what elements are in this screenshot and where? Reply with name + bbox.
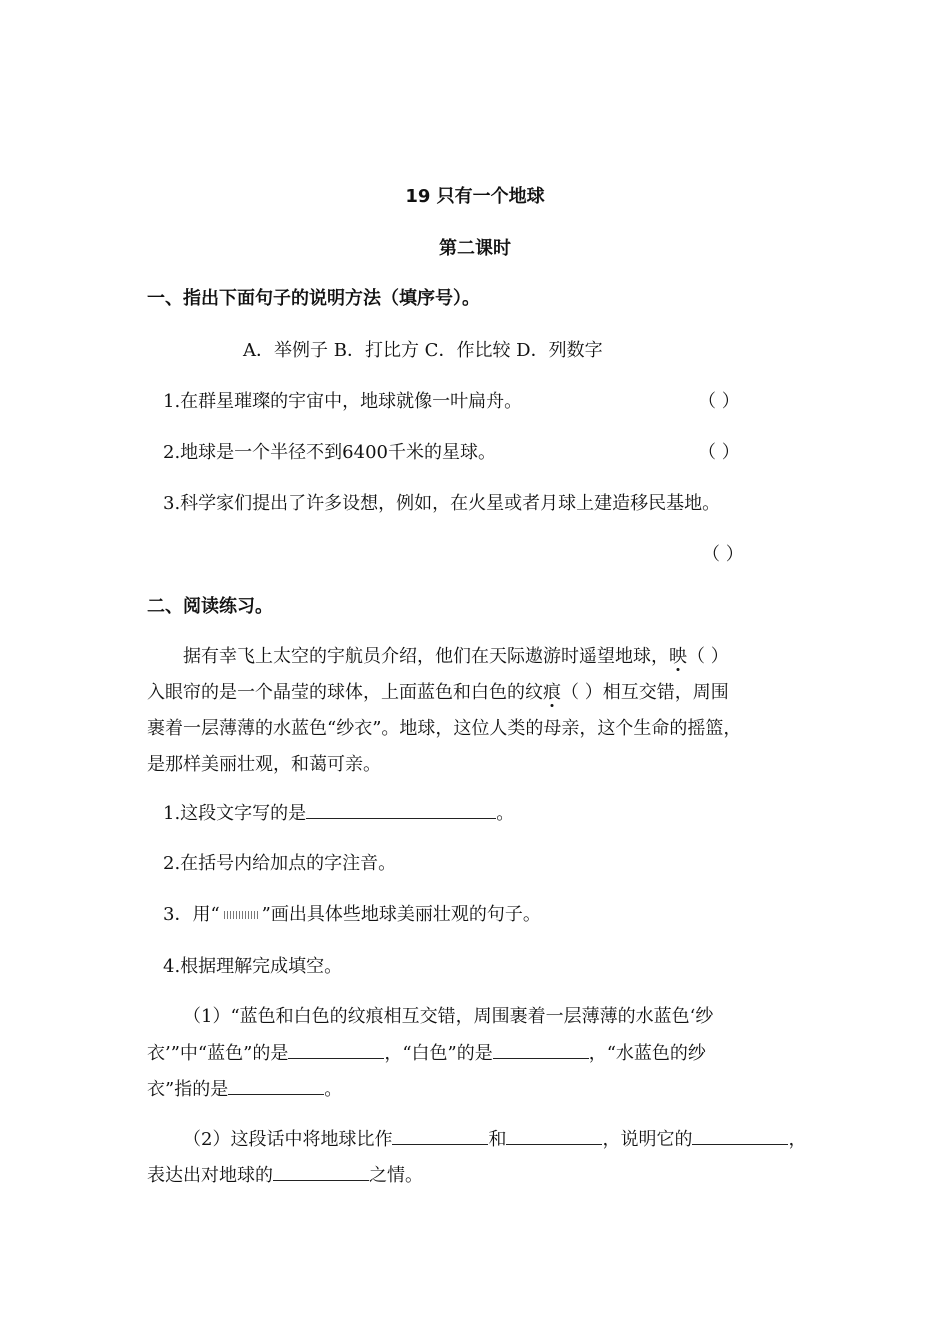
passage-text: 入眼帘的是一个晶莹的球体，上面蓝色和白色的纹 xyxy=(147,682,543,703)
passage-text: 据有幸飞上太空的宇航员介绍，他们在天际遨游时遥望地球， xyxy=(183,646,669,667)
question-text: 。 xyxy=(324,1079,343,1100)
question-text: ”画出具体些地球美丽壮观的句子。 xyxy=(261,904,541,925)
section1-heading: 一、指出下面句子的说明方法（填序号）。 xyxy=(147,288,480,309)
answer-paren-1[interactable]: （ ） xyxy=(698,391,740,412)
question-2-3 xyxy=(163,902,541,928)
question-4-2-line-1 xyxy=(183,1126,806,1153)
method-options: A．举例子 B．打比方 C．作比较 D．列数字 xyxy=(243,340,603,361)
answer-paren-3[interactable]: （ ） xyxy=(702,544,744,565)
pinyin-paren[interactable]: （ ） xyxy=(687,646,729,667)
passage-line-1 xyxy=(183,644,729,670)
question-text: ，说明它的 xyxy=(602,1129,693,1150)
question-2-4: 4.根据理解完成填空。 xyxy=(163,956,343,977)
answer-blank[interactable] xyxy=(306,800,496,819)
question-text: ， xyxy=(788,1129,807,1150)
dotted-char: 痕 xyxy=(543,682,561,703)
question-text: （2）这段话中将地球比作 xyxy=(183,1129,393,1150)
passage-line-4: 是那样美丽壮观，和蔼可亲。 xyxy=(147,754,381,775)
question-2-1 xyxy=(163,800,514,827)
question-text: 。 xyxy=(496,803,515,824)
question-4-1-line-1: （1）“蓝色和白色的纹痕相互交错，周围裹着一层薄薄的水蓝色‘纱 xyxy=(183,1006,714,1027)
question-text: 表达出对地球的 xyxy=(147,1165,273,1186)
passage-line-2 xyxy=(147,680,729,706)
question-1-3: 3.科学家们提出了许多设想，例如，在火星或者月球上建造移民基地。 xyxy=(163,493,721,514)
answer-blank[interactable] xyxy=(392,1126,488,1145)
dotted-char: 映 xyxy=(669,646,687,667)
lesson-title: 19 只有一个地球 xyxy=(405,186,545,207)
question-4-2-line-2 xyxy=(147,1162,423,1189)
question-text: 之情。 xyxy=(369,1165,423,1186)
answer-blank[interactable] xyxy=(506,1126,602,1145)
section2-heading: 二、阅读练习。 xyxy=(147,596,273,617)
question-4-1-line-3 xyxy=(147,1076,342,1103)
lesson-subtitle: 第二课时 xyxy=(439,238,511,259)
question-2-2: 2.在括号内给加点的字注音。 xyxy=(163,853,397,874)
answer-blank[interactable] xyxy=(228,1076,324,1095)
question-text: ，“白色”的是 xyxy=(384,1043,493,1064)
question-text: 3．用“ xyxy=(163,904,220,925)
answer-blank[interactable] xyxy=(273,1162,369,1181)
pinyin-paren[interactable]: （ ）相互交错，周围 xyxy=(561,682,729,703)
question-text: 和 xyxy=(488,1129,507,1150)
question-text: ，“水蓝色的纱 xyxy=(588,1043,706,1064)
wavy-underline-sample xyxy=(222,911,260,919)
question-text: 衣”指的是 xyxy=(147,1079,229,1100)
question-1-1: 1.在群星璀璨的宇宙中，地球就像一叶扁舟。 xyxy=(163,391,523,412)
question-1-2: 2.地球是一个半径不到6400千米的星球。 xyxy=(163,442,496,463)
passage-line-3: 裹着一层薄薄的水蓝色“纱衣”。地球，这位人类的母亲，这个生命的摇篮， xyxy=(147,718,742,739)
answer-blank[interactable] xyxy=(692,1126,788,1145)
question-text: 衣’”中“蓝色”的是 xyxy=(147,1043,289,1064)
answer-paren-2[interactable]: （ ） xyxy=(698,442,740,463)
answer-blank[interactable] xyxy=(288,1040,384,1059)
answer-blank[interactable] xyxy=(493,1040,589,1059)
question-4-1-line-2 xyxy=(147,1040,706,1067)
question-text: 1.这段文字写的是 xyxy=(163,803,307,824)
